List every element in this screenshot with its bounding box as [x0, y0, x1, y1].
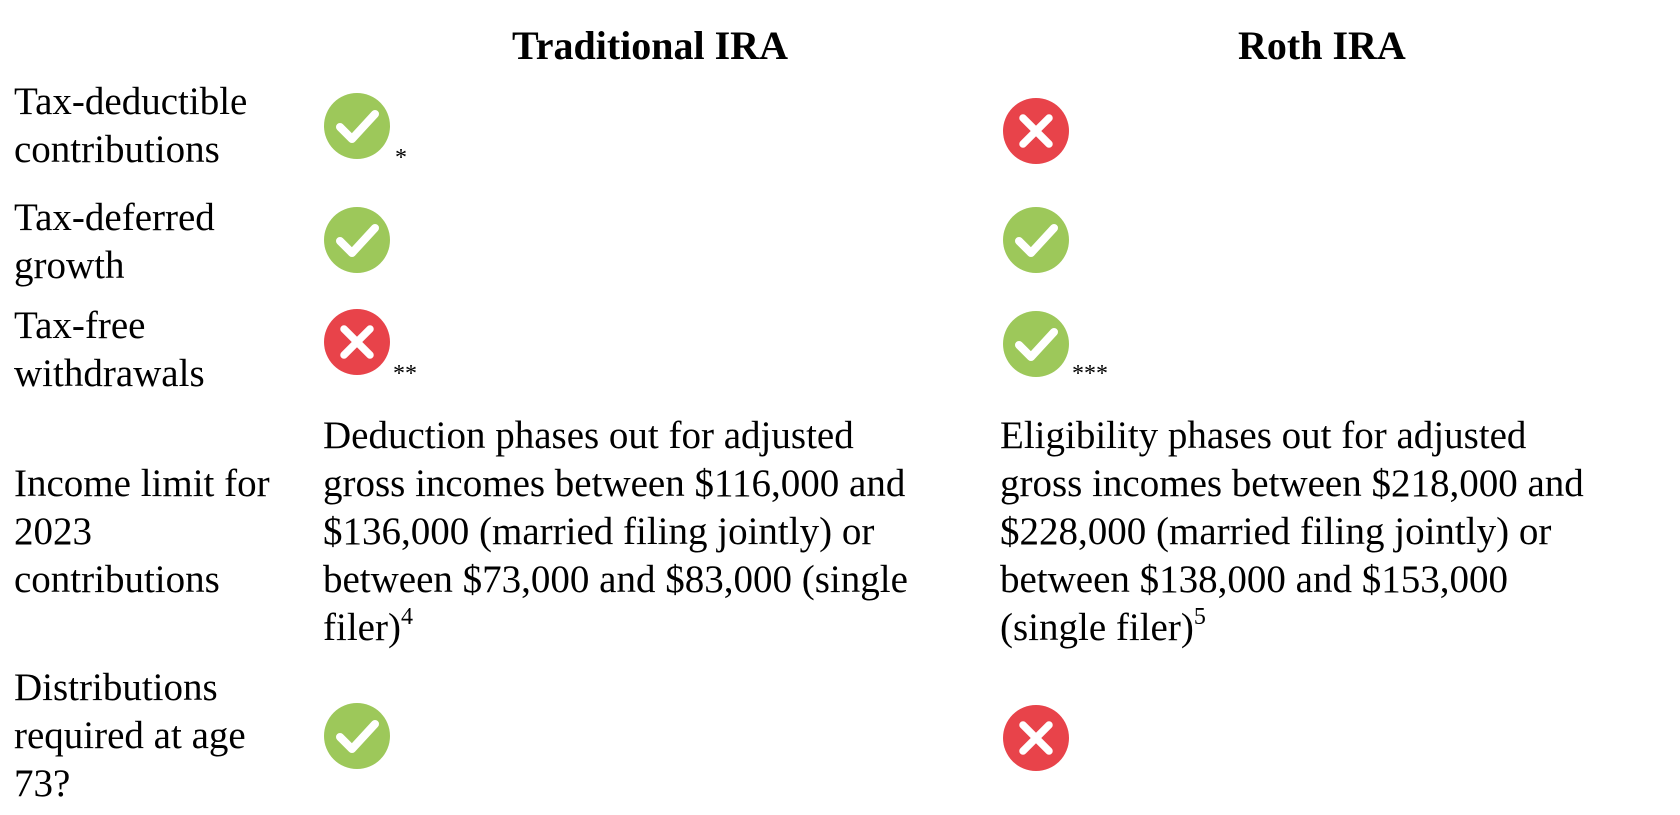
text-line: Eligibility phases out for adjusted — [1000, 414, 1527, 457]
row-label-line: growth — [14, 244, 125, 287]
row-label-tax-deferred — [14, 194, 304, 290]
check-icon — [1002, 310, 1070, 378]
text-line: $228,000 (married filing jointly) or — [1000, 510, 1552, 553]
check-icon — [323, 702, 391, 770]
row-label-line: 2023 — [14, 510, 92, 553]
footnote-number: 4 — [400, 604, 413, 630]
cross-icon — [323, 308, 391, 376]
header-roth-ira: Roth IRA — [1238, 23, 1406, 68]
header-traditional-ira: Traditional IRA — [512, 23, 788, 68]
text-line: Deduction phases out for adjusted — [323, 414, 854, 457]
row-label-line: contributions — [14, 128, 220, 171]
row-label-line: Distributions — [14, 666, 218, 709]
text-line — [323, 604, 983, 652]
footnote-marker: * — [395, 145, 407, 171]
row-label-income-limit — [14, 460, 304, 604]
text-line: gross incomes between $116,000 and — [323, 462, 906, 505]
roth-income-limit-text — [1000, 412, 1670, 652]
footnote-number: 5 — [1193, 604, 1206, 630]
cross-icon — [1002, 704, 1070, 772]
footnote-marker: ** — [393, 361, 417, 387]
row-label-line: 73? — [14, 762, 71, 805]
text-line — [1000, 604, 1670, 652]
text-line: between $73,000 and $83,000 (single — [323, 558, 908, 601]
row-label-line: Tax-free — [14, 304, 146, 347]
text-line: gross incomes between $218,000 and — [1000, 462, 1584, 505]
row-label-tax-deductible — [14, 78, 304, 174]
check-icon — [323, 206, 391, 274]
text-line: between $138,000 and $153,000 — [1000, 558, 1508, 601]
text-line: $136,000 (married filing jointly) or — [323, 510, 875, 553]
cross-icon — [1002, 97, 1070, 165]
row-label-line: Tax-deductible — [14, 80, 248, 123]
row-label-distributions — [14, 664, 304, 808]
row-label-line: withdrawals — [14, 352, 205, 395]
row-label-line: Tax-deferred — [14, 196, 215, 239]
row-label-tax-free — [14, 302, 304, 398]
row-label-line: contributions — [14, 558, 220, 601]
traditional-income-limit-text — [323, 412, 983, 652]
text-fragment: (single filer) — [1000, 606, 1194, 649]
row-label-line: required at age — [14, 714, 246, 757]
check-icon — [323, 92, 391, 160]
text-fragment: filer) — [323, 606, 401, 649]
check-icon — [1002, 206, 1070, 274]
footnote-marker: *** — [1072, 361, 1108, 387]
row-label-line: Income limit for — [14, 462, 270, 505]
